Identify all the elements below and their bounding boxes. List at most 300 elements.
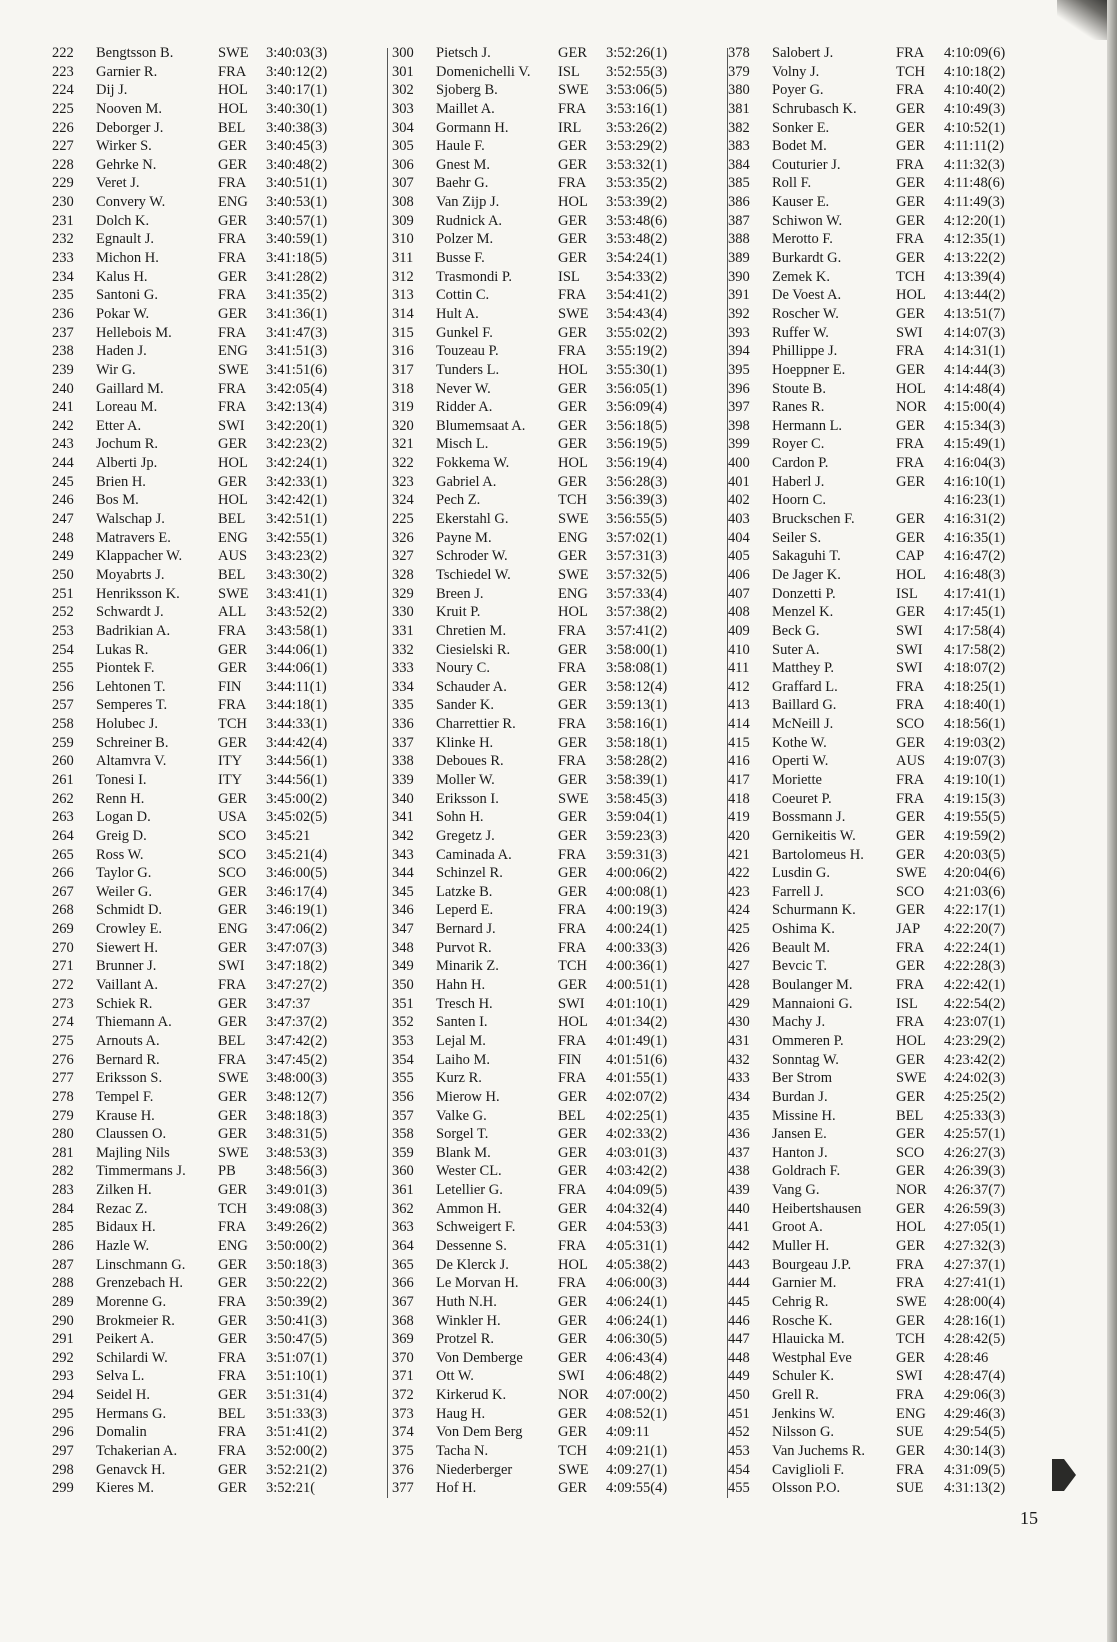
result-num: 435 (728, 1107, 750, 1124)
result-time: 3:41:35(2) (266, 287, 328, 304)
result-row (392, 249, 718, 268)
result-num: 359 (392, 1144, 414, 1161)
result-row (728, 696, 1056, 715)
result-name: Farrell J. (772, 883, 824, 900)
result-row (728, 1461, 1056, 1480)
result-time: 3:48:31(5) (266, 1126, 328, 1143)
result-name: Ammon H. (436, 1200, 502, 1217)
result-num: 257 (52, 697, 74, 714)
result-name: Holubec J. (96, 716, 159, 733)
result-time: 3:50:39(2) (266, 1293, 328, 1310)
result-row (728, 790, 1056, 809)
result-row (392, 566, 718, 585)
result-row (52, 547, 378, 566)
result-row (728, 249, 1056, 268)
result-nat: FRA (558, 175, 587, 192)
result-row (392, 1461, 718, 1480)
result-num: 275 (52, 1032, 74, 1049)
result-nat: ALL (218, 604, 247, 621)
result-time: 4:17:58(4) (944, 622, 1006, 639)
result-time: 3:54:41(2) (606, 287, 668, 304)
result-name: De Voest A. (772, 287, 842, 304)
result-nat: GER (218, 212, 247, 229)
result-time: 4:10:40(2) (944, 82, 1006, 99)
result-row (392, 1312, 718, 1331)
result-name: Protzel R. (436, 1331, 494, 1348)
result-time: 3:51:33(3) (266, 1405, 328, 1422)
result-time: 4:02:25(1) (606, 1107, 668, 1124)
result-name: Arnouts A. (96, 1032, 160, 1049)
result-nat: SWI (896, 641, 923, 658)
result-name: De Jager K. (772, 566, 841, 583)
result-name: Loreau M. (96, 399, 158, 416)
result-nat: FRA (218, 1051, 247, 1068)
result-row (728, 100, 1056, 119)
result-name: Tacha N. (436, 1443, 489, 1460)
result-num: 409 (728, 622, 750, 639)
result-num: 388 (728, 231, 750, 248)
result-name: Haule F. (436, 138, 485, 155)
result-num: 401 (728, 473, 750, 490)
result-name: Laiho M. (436, 1051, 490, 1068)
result-row (728, 1423, 1056, 1442)
result-time: 3:41:47(3) (266, 324, 328, 341)
result-name: Touzeau P. (436, 343, 499, 360)
result-num: 395 (728, 361, 750, 378)
result-nat: ITY (218, 771, 243, 788)
result-row (728, 212, 1056, 231)
result-nat: GER (558, 678, 587, 695)
result-row (52, 957, 378, 976)
result-num: 230 (52, 194, 74, 211)
result-row (52, 995, 378, 1014)
result-nat: SUE (896, 1424, 924, 1441)
result-nat: SWE (558, 566, 589, 583)
result-num: 407 (728, 585, 750, 602)
result-name: Vang G. (772, 1182, 820, 1199)
result-row (392, 44, 718, 63)
result-row (52, 63, 378, 82)
result-num: 307 (392, 175, 414, 192)
result-row (52, 268, 378, 287)
result-time: 3:58:39(1) (606, 771, 668, 788)
result-nat: GER (896, 529, 925, 546)
result-row (392, 510, 718, 529)
result-nat: FRA (218, 1293, 247, 1310)
result-num: 228 (52, 156, 74, 173)
result-time: 3:49:26(2) (266, 1219, 328, 1236)
result-time: 3:40:53(1) (266, 194, 328, 211)
result-num: 233 (52, 250, 74, 267)
result-row (392, 1181, 718, 1200)
result-num: 250 (52, 566, 74, 583)
result-name: Renn H. (96, 790, 145, 807)
result-time: 3:58:18(1) (606, 734, 668, 751)
result-row (52, 883, 378, 902)
result-nat: GER (896, 138, 925, 155)
result-name: Ruffer W. (772, 324, 829, 341)
result-nat: FRA (896, 697, 925, 714)
result-num: 397 (728, 399, 750, 416)
result-nat: GER (558, 399, 587, 416)
result-row (728, 268, 1056, 287)
result-row (52, 1181, 378, 1200)
result-row (52, 920, 378, 939)
result-time: 4:01:51(6) (606, 1051, 668, 1068)
result-num: 351 (392, 995, 414, 1012)
result-name: Brunner J. (96, 958, 157, 975)
result-name: Badrikian A. (96, 622, 171, 639)
result-nat: ENG (896, 1405, 926, 1422)
result-row (392, 864, 718, 883)
result-row (52, 864, 378, 883)
result-row (52, 417, 378, 436)
result-nat: GER (896, 1443, 925, 1460)
result-name: Haug H. (436, 1405, 486, 1422)
result-name: Hof H. (436, 1480, 477, 1497)
result-name: Maillet A. (436, 100, 495, 117)
result-row (728, 435, 1056, 454)
result-name: Alberti Jp. (96, 455, 158, 472)
result-num: 428 (728, 977, 750, 994)
result-nat: GER (558, 771, 587, 788)
result-name: Never W. (436, 380, 491, 397)
result-row (52, 585, 378, 604)
result-num: 239 (52, 361, 74, 378)
result-num: 334 (392, 678, 414, 695)
result-name: Muller H. (772, 1238, 830, 1254)
result-nat: FRA (896, 231, 925, 248)
result-num: 293 (52, 1368, 74, 1385)
result-num: 327 (392, 548, 414, 565)
result-nat: FRA (896, 1387, 925, 1404)
result-row (728, 734, 1056, 753)
result-name: Siewert H. (96, 939, 159, 956)
result-num: 294 (52, 1387, 74, 1404)
result-name: Brokmeier R. (96, 1312, 175, 1329)
result-nat: GER (558, 156, 587, 173)
result-time: 3:53:35(2) (606, 175, 668, 192)
result-num: 285 (52, 1219, 74, 1236)
result-time: 4:22:17(1) (944, 902, 1006, 919)
result-name: Seidel H. (96, 1387, 150, 1404)
result-nat: HOL (896, 1219, 926, 1236)
result-nat: GER (896, 809, 925, 826)
result-num: 400 (728, 455, 750, 472)
result-name: Santoni G. (96, 287, 159, 304)
result-time: 4:26:27(3) (944, 1144, 1006, 1161)
result-num: 324 (392, 492, 414, 509)
result-time: 3:58:12(4) (606, 678, 668, 695)
result-name: Lejal M. (436, 1032, 486, 1049)
result-row (392, 659, 718, 678)
result-nat: NOR (896, 399, 927, 416)
result-row (52, 174, 378, 193)
result-nat: TCH (896, 268, 925, 285)
result-num: 444 (728, 1275, 750, 1292)
result-name: Hoorn C. (772, 492, 826, 509)
result-name: Mierow H. (436, 1088, 500, 1105)
result-time: 4:01:34(2) (606, 1014, 668, 1031)
result-nat: GER (558, 641, 587, 658)
result-nat: GER (558, 1293, 587, 1310)
result-time: 3:46:19(1) (266, 902, 328, 919)
result-time: 3:57:33(4) (606, 585, 668, 602)
result-name: Zilken H. (96, 1182, 152, 1199)
result-num: 423 (728, 883, 750, 900)
result-time: 4:16:47(2) (944, 548, 1006, 565)
result-nat: GER (896, 119, 925, 136)
result-row (52, 398, 378, 417)
result-time: 3:42:23(2) (266, 436, 328, 453)
result-nat: FRA (558, 622, 587, 639)
result-time: 4:28:42(5) (944, 1331, 1006, 1348)
result-row (728, 957, 1056, 976)
result-time: 3:53:29(2) (606, 138, 668, 155)
result-row (52, 1423, 378, 1442)
result-time: 4:09:21(1) (606, 1443, 668, 1460)
result-time: 3:57:41(2) (606, 622, 668, 639)
result-row (728, 622, 1056, 641)
result-num: 413 (728, 697, 750, 714)
result-row (52, 715, 378, 734)
result-name: Tresch H. (436, 995, 493, 1012)
result-row (392, 846, 718, 865)
result-name: Hahn H. (436, 977, 486, 994)
result-time: 4:11:32(3) (944, 156, 1005, 173)
result-row (728, 454, 1056, 473)
result-name: Etter A. (96, 417, 142, 434)
result-name: Linschmann G. (96, 1256, 186, 1273)
result-num: 356 (392, 1088, 414, 1105)
result-num: 276 (52, 1051, 74, 1068)
result-name: Tchakerian A. (96, 1443, 178, 1460)
result-nat: GER (218, 1107, 247, 1124)
result-num: 405 (728, 548, 750, 565)
result-name: Pietsch J. (436, 45, 491, 61)
result-time: 3:50:41(3) (266, 1312, 328, 1329)
result-time: 4:31:13(2) (944, 1480, 1006, 1497)
result-time: 4:18:25(1) (944, 678, 1006, 695)
result-name: Grell R. (772, 1387, 819, 1404)
result-row (392, 939, 718, 958)
result-name: Couturier J. (772, 156, 841, 173)
result-time: 4:23:42(2) (944, 1051, 1006, 1068)
result-nat: GER (896, 1238, 925, 1254)
result-num: 286 (52, 1238, 74, 1254)
result-row (728, 1013, 1056, 1032)
result-num: 438 (728, 1163, 750, 1180)
result-name: Hanton J. (772, 1144, 828, 1161)
result-time: 3:41:51(3) (266, 343, 328, 360)
result-name: De Klerck J. (436, 1256, 509, 1273)
result-nat: GER (558, 865, 587, 882)
result-time: 3:51:07(1) (266, 1349, 328, 1366)
result-nat: FRA (896, 790, 925, 807)
results-column-2 (392, 44, 718, 1498)
result-nat: SCO (896, 716, 925, 733)
result-nat: SCO (218, 865, 247, 882)
result-row (728, 324, 1056, 343)
result-nat: GER (218, 156, 247, 173)
result-nat: GER (218, 1387, 247, 1404)
result-time: 3:50:47(5) (266, 1331, 328, 1348)
result-name: Jansen E. (772, 1126, 827, 1143)
result-time: 4:22:24(1) (944, 939, 1006, 956)
result-row (728, 1405, 1056, 1424)
result-num: 231 (52, 212, 74, 229)
result-time: 4:02:33(2) (606, 1126, 668, 1143)
result-row (392, 920, 718, 939)
result-row (52, 230, 378, 249)
result-name: Gernikeitis W. (772, 827, 856, 844)
result-nat: GER (896, 1088, 925, 1105)
result-name: Purvot R. (436, 939, 492, 956)
result-nat: SWI (218, 958, 245, 975)
result-name: Schinzel R. (436, 865, 503, 882)
result-time: 4:19:55(5) (944, 809, 1006, 826)
result-name: Ridder A. (436, 399, 493, 416)
result-time: 4:06:30(5) (606, 1331, 668, 1348)
result-time: 3:52:00(2) (266, 1443, 328, 1460)
result-num: 336 (392, 716, 414, 733)
result-name: Oshima K. (772, 921, 835, 938)
result-name: Nilsson G. (772, 1424, 835, 1441)
result-nat: FRA (558, 287, 587, 304)
result-nat: GER (218, 1126, 247, 1143)
result-num: 440 (728, 1200, 750, 1217)
result-row (52, 1088, 378, 1107)
result-nat: SUE (896, 1480, 924, 1497)
result-row (728, 901, 1056, 920)
result-name: Garnier M. (772, 1275, 837, 1292)
result-row (392, 100, 718, 119)
result-nat: GER (218, 268, 247, 285)
result-row (392, 1051, 718, 1070)
result-row (52, 286, 378, 305)
result-name: Semperes T. (96, 697, 168, 714)
result-num: 329 (392, 585, 414, 602)
result-row (728, 193, 1056, 212)
result-nat: GER (896, 1200, 925, 1217)
result-num: 337 (392, 734, 414, 751)
result-time: 3:44:06(1) (266, 641, 328, 658)
result-row (52, 1051, 378, 1070)
result-nat: SCO (218, 827, 247, 844)
result-time: 3:40:57(1) (266, 212, 328, 229)
result-time: 3:58:00(1) (606, 641, 668, 658)
result-row (728, 659, 1056, 678)
result-num: 243 (52, 436, 74, 453)
result-nat: FRA (896, 678, 925, 695)
result-num: 445 (728, 1293, 750, 1310)
result-nat: FRA (218, 399, 247, 416)
result-row (52, 641, 378, 660)
result-row (392, 398, 718, 417)
result-time: 3:42:13(4) (266, 399, 328, 416)
result-nat: USA (218, 809, 248, 826)
result-time: 4:22:42(1) (944, 977, 1006, 994)
result-row (52, 771, 378, 790)
result-num: 381 (728, 100, 750, 117)
result-nat: GER (896, 250, 925, 267)
result-num: 432 (728, 1051, 750, 1068)
result-row (52, 808, 378, 827)
result-nat: GER (558, 1480, 587, 1497)
result-nat: FRA (218, 287, 247, 304)
result-row (52, 1256, 378, 1275)
result-num: 455 (728, 1480, 750, 1497)
result-nat: BEL (218, 1405, 246, 1422)
result-row (392, 1274, 718, 1293)
result-time: 3:44:56(1) (266, 771, 328, 788)
result-num: 375 (392, 1443, 414, 1460)
result-nat: HOL (558, 604, 588, 621)
result-name: Donzetti P. (772, 585, 836, 602)
result-name: Brien H. (96, 473, 146, 490)
result-num: 253 (52, 622, 74, 639)
arrow-right-icon[interactable] (1052, 1455, 1076, 1495)
result-num: 309 (392, 212, 414, 229)
result-name: Gehrke N. (96, 156, 157, 173)
result-time: 4:00:36(1) (606, 958, 668, 975)
result-nat: FRA (558, 846, 587, 863)
result-time: 3:40:59(1) (266, 231, 328, 248)
result-nat: SWE (896, 1293, 927, 1310)
result-row (728, 1088, 1056, 1107)
result-name: Royer C. (772, 436, 825, 453)
result-row (52, 305, 378, 324)
result-name: Mannaioni G. (772, 995, 853, 1012)
result-time: 4:15:00(4) (944, 399, 1006, 416)
result-num: 268 (52, 902, 74, 919)
result-num: 302 (392, 82, 414, 99)
result-name: Zemek K. (772, 268, 830, 285)
result-time: 3:59:04(1) (606, 809, 668, 826)
result-nat: HOL (558, 455, 588, 472)
result-name: Sonntag W. (772, 1051, 839, 1068)
result-name: Beck G. (772, 622, 820, 639)
result-num: 380 (728, 82, 750, 99)
result-time: 3:56:09(4) (606, 399, 668, 416)
result-name: Schreiner B. (96, 734, 169, 751)
result-name: Breen J. (436, 585, 484, 602)
result-nat: BEL (218, 1032, 246, 1049)
result-name: Gormann H. (436, 119, 509, 136)
result-num: 345 (392, 883, 414, 900)
result-nat: GER (558, 1088, 587, 1105)
result-nat: FRA (558, 1275, 587, 1292)
result-time: 3:58:16(1) (606, 716, 668, 733)
result-row (728, 1479, 1056, 1498)
result-name: Kalus H. (96, 268, 148, 285)
result-row (728, 752, 1056, 771)
result-num: 443 (728, 1256, 750, 1273)
results-column-3 (728, 44, 1056, 1498)
result-num: 331 (392, 622, 414, 639)
result-row (728, 342, 1056, 361)
result-nat: BEL (218, 566, 246, 583)
result-num: 265 (52, 846, 74, 863)
result-nat: GER (896, 604, 925, 621)
result-time: 4:27:41(1) (944, 1275, 1006, 1292)
result-row (728, 920, 1056, 939)
result-name: Machy J. (772, 1014, 826, 1031)
result-nat: TCH (896, 1331, 925, 1348)
result-name: Logan D. (96, 809, 151, 826)
result-name: Dessenne S. (436, 1238, 507, 1254)
result-nat: FRA (218, 1443, 247, 1460)
